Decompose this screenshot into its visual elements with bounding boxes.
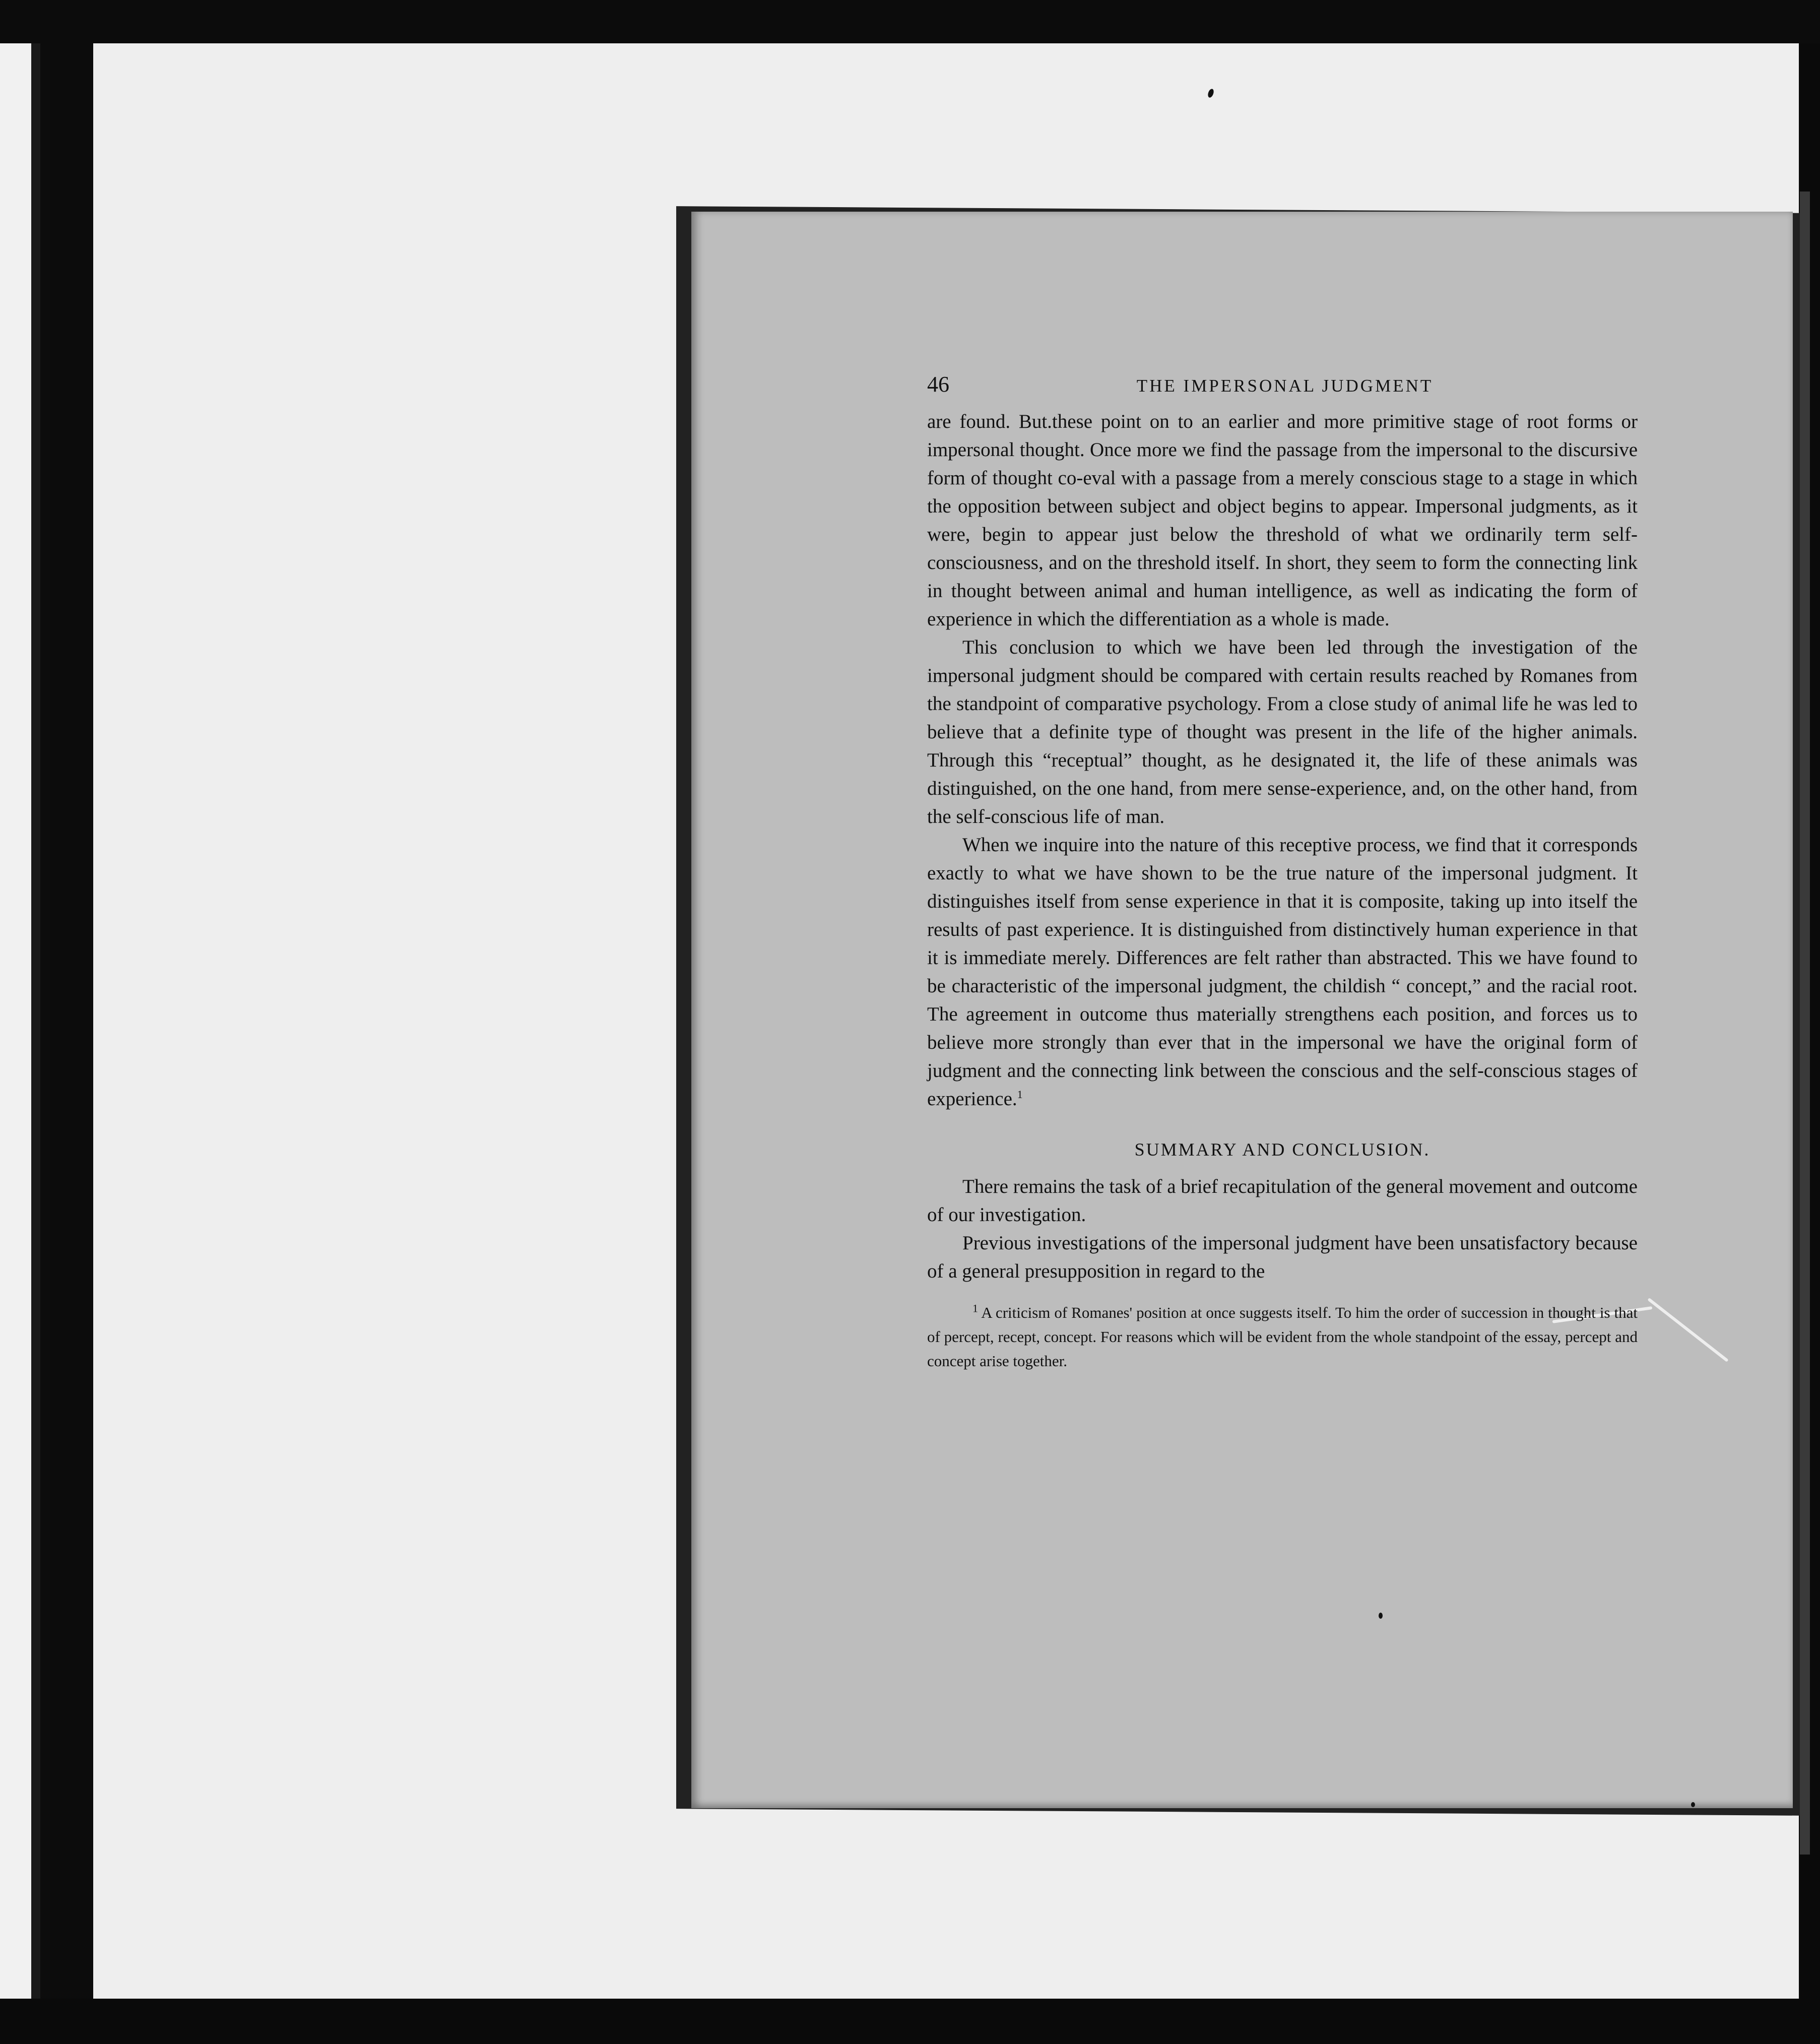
paragraph: This conclusion to which we have been led through the investigation of the impersonal judgment should be compared with certain results reached by Romanes from the standpoint of comparative psychology. From a close study of animal life he was led to believe that a definite type of thought was present in the life of the higher animals. Through this “receptual” thought, as he designated it, the life of these animals was distinguished, on the one hand, from mere sense-experience, and, on the other hand, from the self-conscious life of man. [927, 636, 1638, 827]
section-heading: SUMMARY AND CONCLUSION. [1134, 1139, 1431, 1160]
dust-speck [1691, 1802, 1695, 1807]
film-border-top [0, 0, 1820, 43]
film-gap-left [31, 43, 40, 2044]
paragraph: There remains the task of a brief recapitulation of the general movement and outcome of our investigation. [927, 1176, 1638, 1226]
dust-speck [1379, 1613, 1383, 1619]
footnote-marker: 1 [972, 1302, 978, 1315]
page-header [927, 370, 1638, 408]
page-number: 46 [927, 372, 949, 397]
paragraph: are found. But.these point on to an earlier and more primitive stage of root forms or impersonal thought. Once more we find the passage from the impersonal to the discursive form of thought co-eval with a passage from a merely conscious stage to a stage in which the opposition between subject and object begins to appear. Impersonal judgments, as it were, begin to appear just below the threshold of what we ordinarily term self-consciousness, and on the threshold itself. In short, they seem to form the connecting link in thought between animal and human intelligence, as well as indicating the form of experience in which the differentiation as a whole is made. [927, 411, 1638, 630]
paragraph: Previous investigations of the impersonal judgment have been unsatisfactory because of a general presupposition in regard to the [927, 1232, 1638, 1282]
next-page-edge [1800, 191, 1810, 1855]
page-text [927, 370, 1638, 1389]
paragraph [927, 831, 1638, 1113]
footnote [927, 1301, 1638, 1373]
footnote-text: A criticism of Romanes' position at once suggests itself. To him the order of succession in thought is that of percept, recept, concept. For reasons which will be evident from the whole standpoint of the essay, percept and concept arise together. [927, 1304, 1638, 1370]
film-edge-left [0, 43, 31, 2044]
paragraph-text: When we inquire into the nature of this receptive process, we find that it corresponds exactly to what we have shown to be the true nature of the impersonal judgment. It distinguishes itself from sense experience in that it is composite, taking up into itself the results of past experience. It is distinguished from distinctively human experience in that it is immediate merely. Differences are felt rather than abstracted. This we have found to be characteristic of the impersonal judgment, the childish “ concept,” and the racial root. The agreement in outcome thus materially strengthens each position, and forces us to believe more strongly than ever that in the impersonal we have the original form of judgment and the connecting link between the conscious and the self-conscious stages of experience. [927, 834, 1638, 1110]
film-border-bottom [0, 1999, 1820, 2044]
running-head: THE IMPERSONAL JUDGMENT [1136, 376, 1434, 396]
footnote-reference: 1 [1017, 1088, 1023, 1101]
